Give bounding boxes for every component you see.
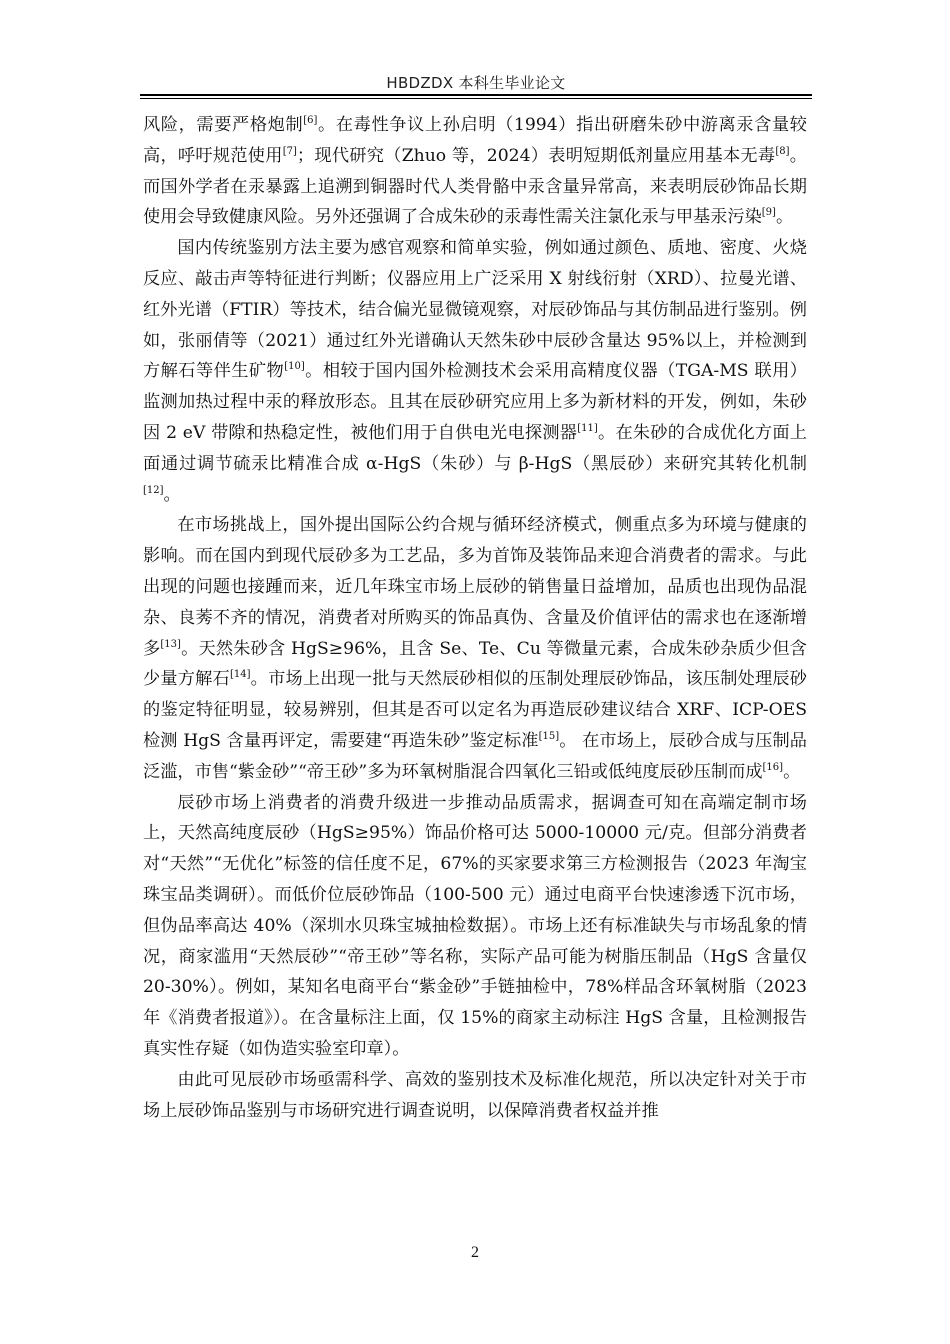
- text-run: 。市场上出现一批与天然辰砂相似的压制处理辰砂饰品，该压制处理辰砂的鉴定特征明显，较易辨别，但其是否可以定名为再造辰砂建议结合 XRF、ICP-OES 检测 HgS 含量再评定，需要建“再造朱砂”鉴定标准: [143, 669, 807, 751]
- paragraph-2: [143, 233, 807, 510]
- page-number: 2: [471, 1244, 479, 1261]
- citation-ref: [15]: [538, 730, 560, 742]
- text-run: ；现代研究（Zhuo 等，2024）表明短期低剂量应用基本无毒: [296, 145, 776, 166]
- page-header-title: HBDZDX 本科生毕业论文: [386, 74, 566, 92]
- citation-ref: [14]: [229, 669, 251, 681]
- text-run: 辰砂市场上消费者的消费升级进一步推动品质需求，据调查可知在高端定制市场上，天然高纯度辰砂（HgS≥95%）饰品价格可达 5000-10000 元/克。但部分消费者对“天然”“无优化”标签的信任度不足，67%的买家要求第三方检测报告（2023 年淘宝珠宝品类调研）。而低价位辰砂饰品（100-500 元）通过电商平台快速渗透下沉市场，但伪品率高达 40%（深圳水贝珠宝城抽检数据）。市场上还有标准缺失与市场乱象的情况，商家滥用“天然辰砂”“帝王砂”等名称，实际产品可能为树脂压制品（HgS 含量仅 20-30%）。例如，某知名电商平台“紫金砂”手链抽检中，78%样品含环氧树脂（2023 年《消费者报道》）。在含量标注上面，仅 15%的商家主动标注 HgS 含量，且检测报告真实性存疑（如伪造实验室印章）。: [143, 792, 807, 1059]
- citation-ref: [10]: [284, 361, 305, 373]
- text-run: 国内传统鉴别方法主要为感官观察和简单实验，例如通过颜色、质地、密度、火烧反应、敲击声等特征进行判断；仪器应用上广泛采用 X 射线衍射（XRD）、拉曼光谱、红外光谱（FTIR）等技术，结合偏光显微镜观察，对辰砂饰品与其仿制品进行鉴别。例如，张丽倩等（2021）通过红外光谱确认天然朱砂中辰砂含量达 95%以上，并检测到方解石等伴生矿物: [143, 238, 807, 382]
- text-run: 。在毒性争议上孙启明（1994）指出研磨朱砂中游离汞含量较高，呼吁规范使用: [143, 115, 807, 166]
- citation-ref: [11]: [577, 422, 598, 434]
- text-run: 。天然朱砂含 HgS≥96%，且含 Se、Te、Cu 等微量元素，合成朱砂杂质少但含少量方解石: [143, 638, 807, 690]
- citation-ref: [13]: [160, 638, 181, 650]
- paragraph-5: [143, 1065, 807, 1127]
- header-rule-thin: [140, 98, 812, 99]
- text-run: 。而国外学者在汞暴露上追溯到铜器时代人类骨骼中汞含量异常高，来表明辰砂饰品长期使用会导致健康风险。另外还强调了合成朱砂的汞毒性需关注氯化汞与甲基汞污染: [143, 145, 807, 228]
- paragraph-1: [143, 110, 807, 233]
- text-run: 风险，需要严格炮制: [143, 115, 304, 135]
- paragraph-4: [143, 788, 807, 1065]
- citation-ref: [7]: [282, 145, 297, 157]
- body-text: [143, 110, 807, 1126]
- text-run: 在市场挑战上，国外提出国际公约合规与循环经济模式，侧重点多为环境与健康的影响。而在国内到现代辰砂多为工艺品，多为首饰及装饰品来迎合消费者的需求。与此出现的问题也接踵而来，近几年珠宝市场上辰砂的销售量日益增加，品质也出现伪品混杂、良莠不齐的情况，消费者对所购买的饰品真伪、含量及价值评估的需求也在逐渐增多: [143, 515, 807, 659]
- text-run: 。: [163, 484, 181, 505]
- citation-ref: [6]: [303, 115, 318, 126]
- header-rule-thick: [140, 94, 812, 96]
- text-run: 由此可见辰砂市场亟需科学、高效的鉴别技术及标准化规范，所以决定针对关于市场上辰砂饰品鉴别与市场研究进行调查说明，以保障消费者权益并推: [143, 1069, 807, 1121]
- text-run: 。 在市场上，辰砂合成与压制品泛滥，市售“紫金砂”“帝王砂”多为环氧树脂混合四氧化三铅或低纯度辰砂压制而成: [143, 730, 807, 782]
- text-run: 。: [783, 761, 801, 782]
- text-run: 。: [775, 207, 794, 228]
- citation-ref: [16]: [762, 761, 784, 773]
- paragraph-3: [143, 510, 807, 787]
- text-run: 。在朱砂的合成优化方面上面通过调节硫汞比精准合成 α-HgS（朱砂）与 β-HgS（黑辰砂）来研究其转化机制: [143, 422, 807, 474]
- text-run: 。相较于国内国外检测技术会采用高精度仪器（TGA-MS 联用）监测加热过程中汞的释放形态。且其在辰砂研究应用上多为新材料的开发，例如，朱砂因 2 eV 带隙和热稳定性，被他们用于自供电光电探测器: [143, 361, 807, 443]
- citation-ref: [8]: [775, 145, 790, 157]
- citation-ref: [12]: [143, 484, 164, 496]
- citation-ref: [9]: [761, 207, 776, 219]
